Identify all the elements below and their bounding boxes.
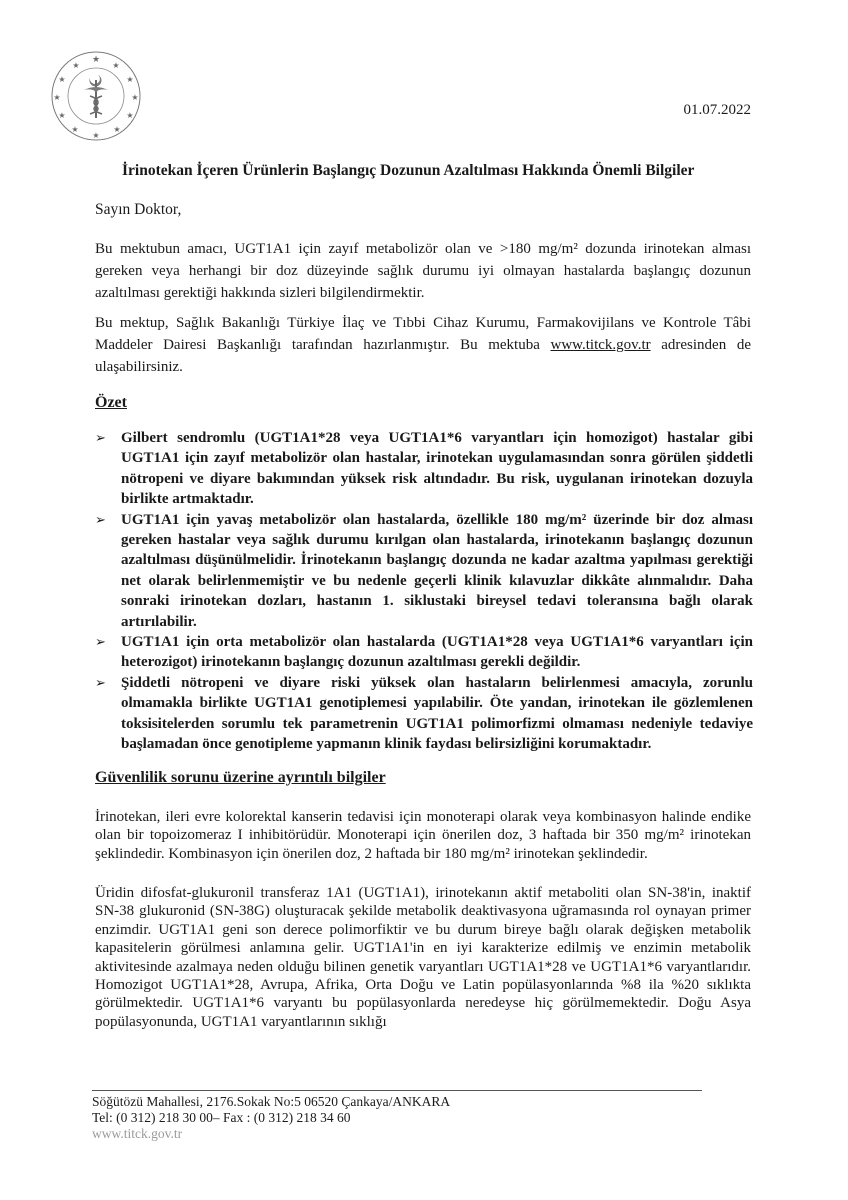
- footer-phone: Tel: (0 312) 218 30 00– Fax : (0 312) 218 34 60: [92, 1110, 351, 1125]
- intro-paragraph-source: [95, 312, 751, 378]
- details-heading: Güvenlilik sorunu üzerine ayrıntılı bilgiler: [95, 769, 386, 786]
- svg-text:★: ★: [53, 93, 61, 102]
- letter-date: 01.07.2022: [683, 102, 751, 118]
- svg-text:★: ★: [126, 75, 134, 84]
- svg-text:★: ★: [72, 61, 80, 70]
- intro-source-end: adresinden de ulaşabilirsiniz.: [95, 337, 751, 375]
- summary-item: [95, 632, 753, 673]
- footer-url: www.titck.gov.tr: [92, 1126, 183, 1141]
- intro-paragraph-purpose: Bu mektubun amacı, UGT1A1 için zayıf metabolizör olan ve >180 mg/m² dozunda irinotekan alması gereken veya herhangi bir doz düzeyinde sağlık durumu iyi olmayan hastalarda başlangıç dozunun azaltılması gerektiği hakkında sizleri bilgilendirmektir.: [95, 241, 751, 301]
- summary-item-text: UGT1A1 için yavaş metabolizör olan hastalarda, özellikle 180 mg/m² üzerinde bir doz alması gereken hastalar veya sağlık durumu kırılgan olan hastalarda, irinotekanın başlangıç dozunun azaltılması düşünülmelidir. İrinotekanın başlangıç dozunda ne kadar azaltma yapılması gerektiği net olarak belirlenmemiştir ve bu nedenle geçerli klinik kılavuzlar dikkâte alınmalıdır. Daha sonraki irinotekan dozları, hastanın 1. siklustaki bireysel tedavi toleransına bağlı olarak artırılabilir.: [121, 511, 753, 630]
- summary-item: [95, 673, 753, 755]
- summary-heading: Özet: [95, 394, 127, 411]
- summary-item-text: Şiddetli nötropeni ve diyare riski yüksek olan hastaların belirlenmesi amacıyla, zorunlu olmamakla birlikte UGT1A1 genotiplemesi yapılabilir. Öte yandan, irinotekan ile gözlemlenen toksisitelerden sorumlu tek parametrenin UGT1A1 polimorfizmi olmaması nedeniyle tedaviye başlamadan önce genotipleme yapmanın klinik faydası belirsizliğini korumaktadır.: [121, 674, 753, 753]
- arrow-bullet-icon: ➢: [95, 674, 106, 690]
- svg-text:★: ★: [126, 111, 134, 120]
- intro-source-text: Bu mektup, Sağlık Bakanlığı Türkiye İlaç ve Tıbbi Cihaz Kurumu, Farmakovijilans ve Kontrole Tâbi Maddeler Dairesi Başkanlığı tarafından hazırlanmıştır. Bu mektuba: [95, 315, 751, 353]
- svg-text:★: ★: [112, 61, 120, 70]
- letter-title: İrinotekan İçeren Ürünlerin Başlangıç Dozunun Azaltılması Hakkında Önemli Bilgiler: [122, 162, 695, 179]
- titck-website-link[interactable]: www.titck.gov.tr: [550, 337, 651, 353]
- footer-divider: [92, 1090, 702, 1091]
- svg-text:★: ★: [113, 125, 121, 134]
- arrow-bullet-icon: ➢: [95, 511, 106, 527]
- footer-address: Söğütözü Mahallesi, 2176.Sokak No:5 06520 Çankaya/ANKARA: [92, 1094, 451, 1109]
- summary-item-text: Gilbert sendromlu (UGT1A1*28 veya UGT1A1*6 varyantları için homozigot) hastalar gibi UGT1A1 için zayıf metabolizör olan hastalar, irinotekan uygulamasından sonra görülen şiddetli nötropeni ve diyare bakımından yüksek risk altındadır. Bu risk, uygulanan irinotekan dozuyla birlikte artmaktadır.: [121, 430, 753, 508]
- summary-item: [95, 428, 753, 510]
- footer: [92, 1094, 450, 1142]
- salutation: Sayın Doktor,: [95, 201, 182, 218]
- details-paragraph-ugt1a1: Üridin difosfat-glukuronil transferaz 1A1 (UGT1A1), irinotekanın aktif metaboliti olan SN-38'in, inaktif SN-38 glukuronid (SN-38G) oluşturacak şekilde metabolik deaktivasyona uğramasında rol oynayan primer enzimdir. UGT1A1 geni son derece polimorfiktir ve bu durum bireye bağlı olarak değişken metabolik kapasitelerin görülmesi anlamına gelir. UGT1A1'in en iyi karakterize edilmiş ve enzimin metabolik aktivitesinde azalmaya neden olduğu bilinen genetik varyantları UGT1A1*28 ve UGT1A1*6 varyantlarıdır. Homozigot UGT1A1*28, Avrupa, Afrika, Orta Doğu ve Latin popülasyonlarında %8 ila %20 sıklıkta görülmektedir. UGT1A1*6 varyantı bu popülasyonlarda neredeyse hiç görülmemektedir. Doğu Asya popülasyonunda, UGT1A1 varyantlarının sıklığı: [95, 885, 751, 1030]
- svg-text:★: ★: [92, 131, 100, 140]
- details-paragraph-dosing: İrinotekan, ileri evre kolorektal kanserin tedavisi için monoterapi olarak veya kombinasyon halinde endike olan bir topoizomeraz I inhibitörüdür. Monoterapi için önerilen doz, 3 haftada bir 350 mg/m² irinotekan şeklindedir. Kombinasyon için önerilen doz, 2 haftada bir 180 mg/m² irinotekan şeklindedir.: [95, 809, 751, 862]
- svg-text:★: ★: [58, 111, 66, 120]
- arrow-bullet-icon: ➢: [95, 634, 106, 650]
- svg-text:★: ★: [58, 75, 66, 84]
- ministry-of-health-emblem-icon: [50, 50, 142, 142]
- svg-text:★: ★: [91, 54, 101, 64]
- summary-item-text: UGT1A1 için orta metabolizör olan hastalarda (UGT1A1*28 veya UGT1A1*6 varyantları için heterozigot) irinotekanın başlangıç dozunun azaltılması gerekli değildir.: [121, 634, 753, 671]
- arrow-bullet-icon: ➢: [95, 430, 106, 445]
- summary-item: [95, 510, 753, 632]
- svg-text:★: ★: [131, 93, 139, 102]
- svg-text:★: ★: [71, 125, 79, 134]
- summary-list: [95, 428, 753, 755]
